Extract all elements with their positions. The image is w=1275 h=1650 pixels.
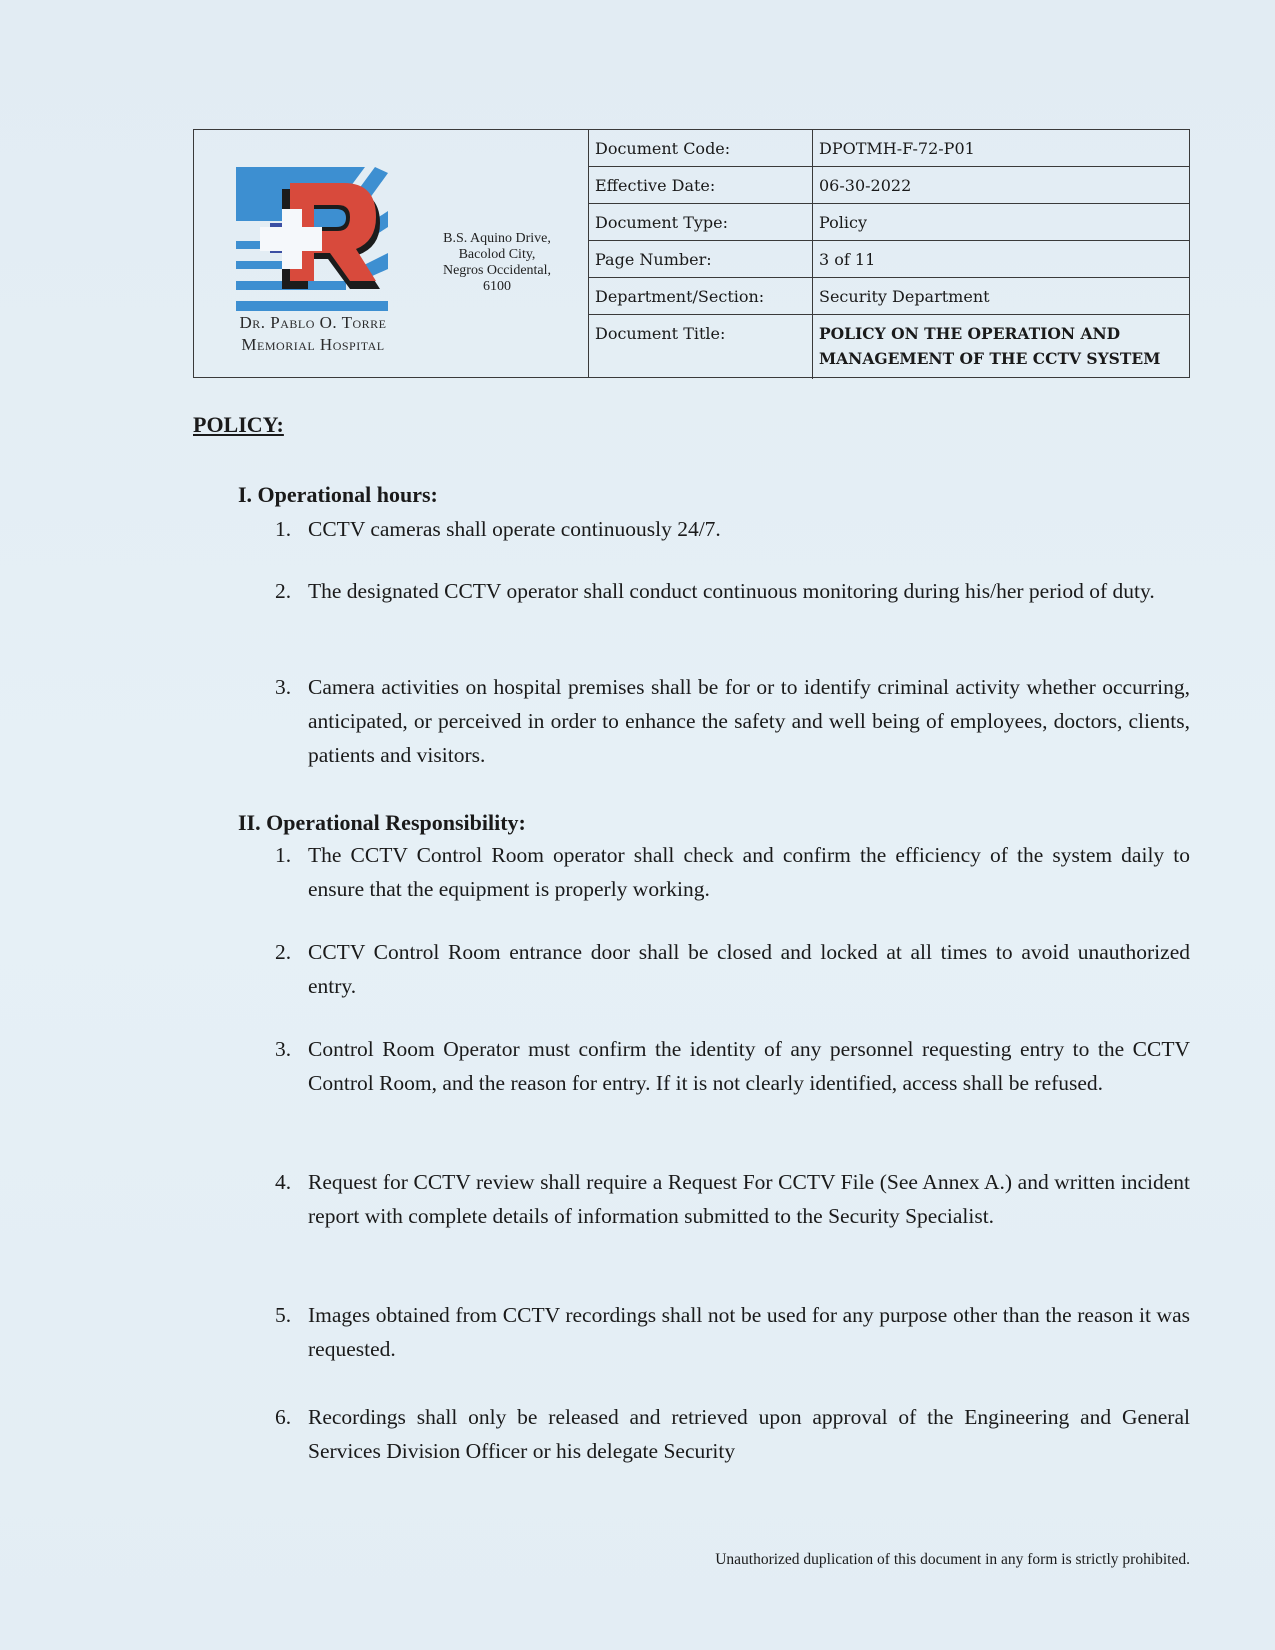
list-item: [275, 670, 1190, 772]
item-text: Images obtained from CCTV recordings shall not be used for any purpose other than the reason it was requested.: [308, 1303, 1190, 1361]
meta-label: Department/Section:: [589, 278, 813, 314]
meta-value: 06-30-2022: [819, 176, 912, 195]
address-line: 6100: [483, 279, 511, 294]
item-text: Camera activities on hospital premises shall be for or to identify criminal activity whether occurring, anticipated, or perceived in order to enhance the safety and well being of employees, doctors, clients, patients and visitors.: [308, 675, 1190, 767]
meta-row-effective-date: [589, 167, 1189, 204]
list-item: [275, 1032, 1190, 1100]
list-item: [275, 1298, 1190, 1366]
meta-label: Page Number:: [589, 241, 813, 277]
hospital-logo-icon: [230, 161, 388, 311]
meta-label: Document Code:: [589, 130, 813, 166]
item-text: CCTV Control Room entrance door shall be closed and locked at all times to avoid unauthorized entry.: [308, 940, 1190, 998]
hospital-name-line1: Dr. Pablo O. Torre: [239, 313, 387, 332]
section-title-operational-hours: I. Operational hours:: [238, 482, 438, 507]
address-line: Bacolod City,: [458, 247, 536, 262]
hospital-address: [422, 231, 572, 295]
item-number: 1.: [275, 843, 292, 867]
meta-row-document-type: [589, 204, 1189, 241]
meta-value: Security Department: [819, 287, 990, 306]
meta-label: Effective Date:: [589, 167, 813, 203]
meta-row-page-number: [589, 241, 1189, 278]
item-number: 6.: [275, 1405, 292, 1429]
item-text: Recordings shall only be released and retrieved upon approval of the Engineering and General Services Division Officer or his delegate Security: [308, 1405, 1190, 1463]
item-text: Request for CCTV review shall require a Request For CCTV File (See Annex A.) and written incident report with complete details of information submitted to the Security Specialist.: [308, 1170, 1190, 1228]
item-number: 3.: [275, 1037, 292, 1061]
hospital-name-line2: Memorial Hospital: [241, 335, 385, 354]
policy-heading: POLICY:: [193, 412, 284, 437]
footer-notice: Unauthorized duplication of this document in any form is strictly prohibited.: [715, 1551, 1190, 1568]
item-number: 5.: [275, 1303, 292, 1327]
item-number: 2.: [275, 940, 292, 964]
list-item: [275, 838, 1190, 906]
meta-label: Document Type:: [589, 204, 813, 240]
item-text: The CCTV Control Room operator shall check and confirm the efficiency of the system daily to ensure that the equipment is properly working.: [308, 843, 1190, 901]
hospital-name: [208, 312, 418, 356]
section-title-operational-responsibility: II. Operational Responsibility:: [238, 810, 526, 835]
meta-value-title: POLICY ON THE OPERATION AND MANAGEMENT OF THE CCTV SYSTEM: [819, 324, 1161, 368]
meta-row-document-title: [589, 315, 1189, 379]
list-item: [275, 1165, 1190, 1233]
list-item: [275, 574, 1190, 608]
document-meta-table: [589, 130, 1189, 377]
meta-value: 3 of 11: [819, 250, 876, 269]
meta-row-department: [589, 278, 1189, 315]
item-number: 3.: [275, 675, 292, 699]
meta-value: DPOTMH-F-72-P01: [819, 139, 975, 158]
list-item: [275, 935, 1190, 1003]
item-number: 2.: [275, 579, 292, 603]
address-line: B.S. Aquino Drive,: [443, 231, 551, 246]
document-header-table: [193, 129, 1190, 378]
item-number: 1.: [275, 517, 292, 541]
meta-row-document-code: [589, 130, 1189, 167]
item-text: Control Room Operator must confirm the identity of any personnel requesting entry to the CCTV Control Room, and the reason for entry. If it is not clearly identified, access shall be refused.: [308, 1037, 1190, 1095]
meta-label: Document Title:: [589, 315, 813, 379]
list-item: [275, 1400, 1190, 1468]
meta-value: Policy: [819, 213, 867, 232]
item-text: CCTV cameras shall operate continuously 24/7.: [308, 517, 721, 541]
list-item: [275, 512, 1190, 546]
address-line: Negros Occidental,: [442, 263, 552, 278]
item-number: 4.: [275, 1170, 292, 1194]
hospital-branding: [194, 130, 589, 377]
item-text: The designated CCTV operator shall conduct continuous monitoring during his/her period of duty.: [308, 579, 1155, 603]
